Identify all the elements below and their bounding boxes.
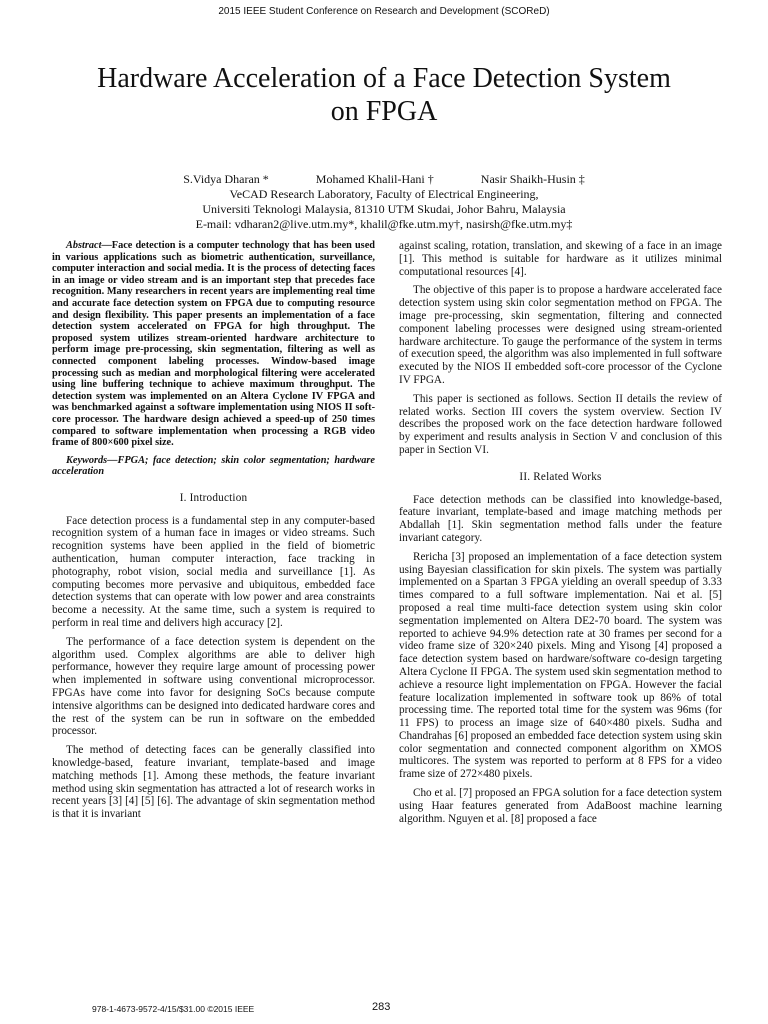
abstract: [52, 240, 375, 449]
author-3: Nasir Shaikh-Husin ‡: [480, 172, 585, 186]
right-column: [399, 240, 722, 831]
affiliation-line-2: Universiti Teknologi Malaysia, 81310 UTM Skudai, Johor Bahru, Malaysia: [202, 202, 566, 216]
paragraph: This paper is sectioned as follows. Section II details the review of related works. Section III covers the system overview. Section IV describes the proposed work on the face detection hardware followed by experiment and results analysis in Section V and conclusion of this paper in Section VI.: [399, 392, 722, 456]
paragraph: The objective of this paper is to propose a hardware accelerated face detection system using skin color segmentation method on FPGA. The image pre-processing, skin segmentation, filtering and connected component labeling processes were designed using stream-oriented hardware architecture. To gauge the performance of the system in terms of execution speed, the algorithm was also implemented in full software executed by the NIOS II embedded soft-core processor of the Cyclone IV FPGA.: [399, 284, 722, 386]
paragraph: Rericha [3] proposed an implementation of a face detection system using Bayesian classification for skin pixels. The system was partially implemented on a Spartan 3 FPGA yielding an overall speedup of 3.33 times compared to a full software implementation. Nai et al. [5] proposed a real time multi-face detection system using skin color segmentation implemented on Altera DE2-70 board. The system was reported to achieve 94.9% detection rate at 30 frames per second for a video frame size of 320×240 pixels. Ming and Yisong [4] proposed a face detection system based on hardware/software co-design targeting Altera Cyclone II FPGA. The system used skin segmentation method to achieve a resource light implementation on FPGA. However the facial feature localization implemented in software took up 86% of total processing time. The reported total time for the system was 96ms (for 11 FPS) to process an image size of 640×480 pixels. Sudha and Chandrahas [6] proposed an embedded face detection system using skin color segmentation and connected component algorithm on XMOS multicores. The system was reported to perform at 8 FPS for a video frame size of 272×480 pixels.: [399, 550, 722, 781]
paragraph: Face detection process is a fundamental step in any computer-based recognition system of a human face in images or video streams. Such recognition systems have been applied in the field of biometric authentication, human computer interaction, face tracking in photography, robot vision, social media and surveillance [1]. As computing becomes more pervasive and ubiquitous, embedded face detection systems that can operate with low power and area constraints become a necessity. At the same time, such a system is required to perform in real time and delivers high accuracy [2].: [52, 514, 375, 630]
paragraph: The method of detecting faces can be generally classified into knowledge-based, feature invariant, template-based and image matching methods [1]. Among these methods, the feature invariant method using skin segmentation has attracted a lot of research works in recent years [3] [4] [5] [6]. The advantage of skin segmentation method is that it is invariant: [52, 744, 375, 821]
conference-header: 2015 IEEE Student Conference on Research and Development (SCOReD): [218, 6, 550, 17]
section-heading-related-works: II. Related Works: [519, 470, 602, 483]
author-1: S.Vidya Dharan *: [183, 172, 269, 186]
footer-isbn: 978-1-4673-9572-4/15/$31.00 ©2015 IEEE: [92, 1004, 255, 1014]
affiliation-line-1: VeCAD Research Laboratory, Faculty of Electrical Engineering,: [229, 187, 539, 201]
paragraph: The performance of a face detection system is dependent on the algorithm used. Complex algorithms are able to deliver high performance, however they require large amount of processing power when implemented in software using conventional microprocessor. FPGAs have come into favor for designing SoCs because compute intensive algorithms can be designed into dedicated hardware cores and the rest of the system can be run in software on the embedded processor.: [52, 635, 375, 738]
abstract-text: —Face detection is a computer technology that has been used in various applications such as biometric authentication, surveillance, computer interaction and social media. It is the process of detecting faces in an image or video stream and is an important step that precedes face recognition. Many researchers in recent years are implementing real time and accurate face detection system on FPGA due to computing resource and design flexibility. This paper presents an implementation of a face detection system accelerated on FPGA for high throughput. The proposed system utilizes stream-oriented hardware architecture to perform image pre-processing, skin segmentation, filtering as well as connected component labeling processes. Window-based image processing such as median and morphological filtering were accelerated using line buffering technique to achieve maximum throughput. The detection system was implemented on an Altera Cyclone IV FPGA and was benchmarked against a software implementation using NIOS II soft-core processor. The hardware design achieved a speed-up of 250 times compared to software implementation when processing a RGB video frame of 800×600 pixel size.: [52, 240, 375, 449]
paragraph: against scaling, rotation, translation, and skewing of a face in an image [1]. This method is suitable for hardware as it utilizes minimal computational resources [4].: [399, 240, 722, 278]
keywords: Keywords—FPGA; face detection; skin color segmentation; hardware acceleration: [52, 454, 375, 478]
author-names: [60, 172, 708, 187]
abstract-label: Abstract: [66, 240, 102, 251]
section-heading-introduction: I. Introduction: [179, 491, 248, 504]
page-number: 283: [372, 1001, 391, 1013]
title-line-2: on FPGA: [330, 96, 438, 127]
author-block: [60, 172, 708, 232]
title-line-1: Hardware Acceleration of a Face Detection System: [97, 63, 671, 94]
left-column: [52, 240, 375, 827]
author-2: Mohamed Khalil-Hani †: [315, 172, 434, 186]
paragraph: Cho et al. [7] proposed an FPGA solution for a face detection system using Haar features generated from AdaBoost machine learning algorithm. Nguyen et al. [8] proposed a face: [399, 787, 722, 825]
author-emails: E-mail: vdharan2@live.utm.my*, khalil@fke.utm.my†, nasirsh@fke.utm.my‡: [195, 217, 573, 231]
paragraph: Face detection methods can be classified into knowledge-based, feature invariant, template-based and image matching methods per Abdallah [1]. Skin segmentation method falls under the feature invariant category.: [399, 493, 722, 544]
paper-title: [40, 62, 728, 128]
